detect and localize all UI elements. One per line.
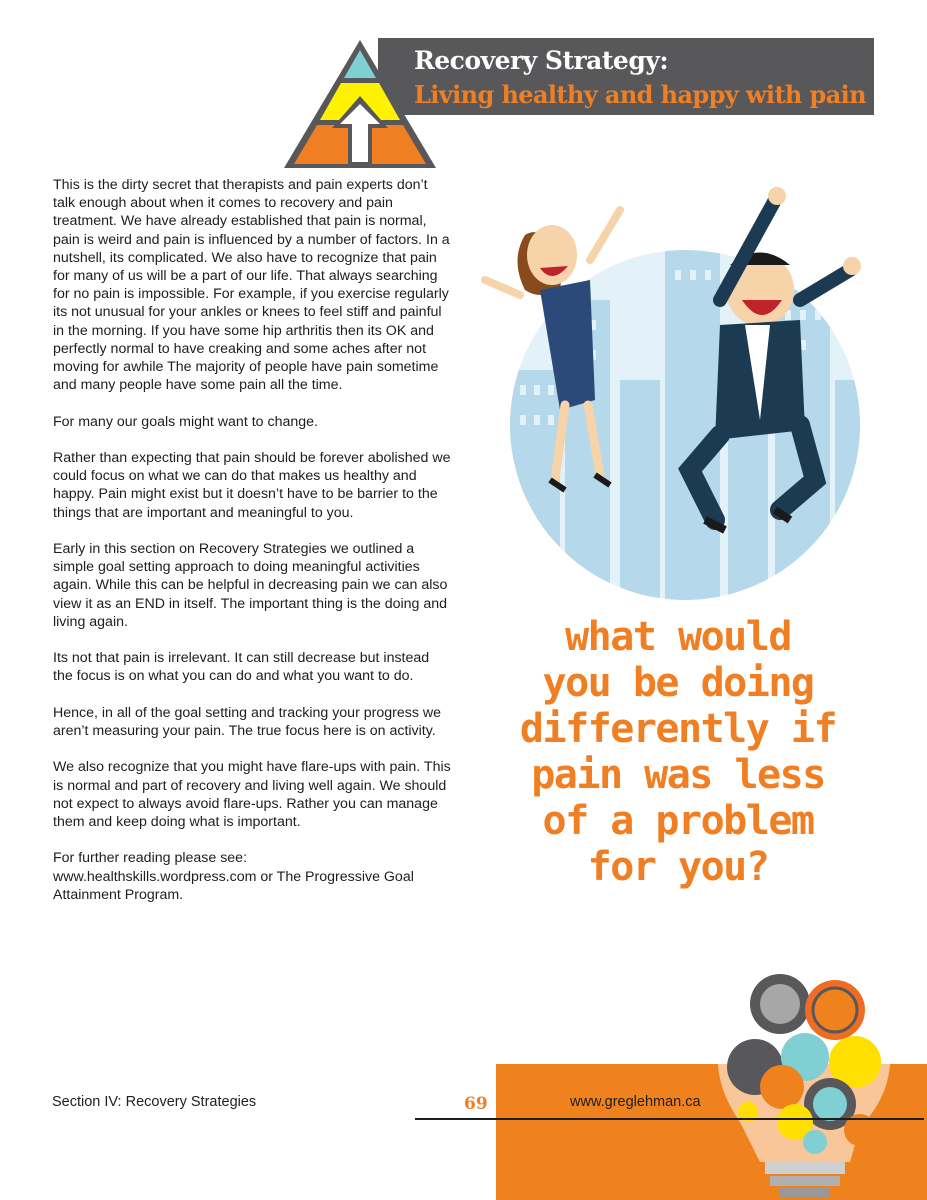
jumping-happy-people-illustration bbox=[470, 180, 880, 600]
paragraph: Early in this section on Recovery Strategies we outlined a simple goal setting approach to doing meaningful activities again. While this can be helpful in decreasing pain we can also view it as an END in itself. The important thing is the doing and living again. bbox=[53, 541, 448, 630]
quote-line: differently if bbox=[519, 706, 837, 752]
paragraph: Rather than expecting that pain should be forever abolished we could focus on what we can do that makes us healthy and happy. Pain might exist but it doesn’t have to be barrier to the things that are important and meaningful to you. bbox=[53, 450, 451, 521]
paragraph: For many our goals might want to change. bbox=[53, 413, 318, 430]
pyramid-arrow-icon bbox=[280, 36, 440, 172]
page-number: 69 bbox=[464, 1094, 488, 1114]
lightbulb-circles-icon bbox=[700, 962, 900, 1200]
footer-divider bbox=[415, 1118, 924, 1120]
page-subtitle: Living healthy and happy with pain bbox=[414, 80, 867, 109]
quote-line: of a problem bbox=[542, 798, 814, 844]
paragraph: We also recognize that you might have flare-ups with pain. This is normal and part of recovery and living well again. We should not expect to always avoid flare-ups. Rather you can manage them and keep doing what is important. bbox=[53, 759, 451, 831]
paragraph: Its not that pain is irrelevant. It can still decrease but instead the focus is on what you can do and what you want to do. bbox=[53, 650, 430, 685]
body-text bbox=[53, 176, 451, 922]
page-title: Recovery Strategy: bbox=[414, 46, 669, 75]
quote-line: you be doing bbox=[542, 660, 814, 706]
footer-section-name: Section IV: Recovery Strategies bbox=[52, 1094, 257, 1110]
quote-line: for you? bbox=[587, 844, 769, 890]
paragraph: For further reading please see: www.healthskills.wordpress.com or The Progressive Goal Attainment Program. bbox=[53, 850, 414, 903]
paragraph: Hence, in all of the goal setting and tracking your progress we aren’t measuring your pain. The true focus here is on activity. bbox=[53, 704, 442, 740]
paragraph: This is the dirty secret that therapists and pain experts don’t talk enough about when it comes to recovery and pain treatment. We have already established that pain is normal, pain is weird and pain is influenced by a number of factors. In a nutshell, its complicated. We also have to recognize that pain for many of us will be a part of our life. That always searching for no pain is impossible. For example, if you exercise regularly its not unusual for your ankles or knees to feel stiff and painful in the morning. If you have some hip arthritis then its OK and perfectly normal to have creaking and some aches after not moving for awhile The majority of people have pain sometime and many people have some pain all the time. bbox=[53, 177, 450, 394]
pull-quote bbox=[468, 614, 888, 890]
quote-line: what would bbox=[565, 614, 791, 660]
quote-line: pain was less bbox=[531, 752, 825, 798]
footer-website: www.greglehman.ca bbox=[570, 1094, 701, 1110]
